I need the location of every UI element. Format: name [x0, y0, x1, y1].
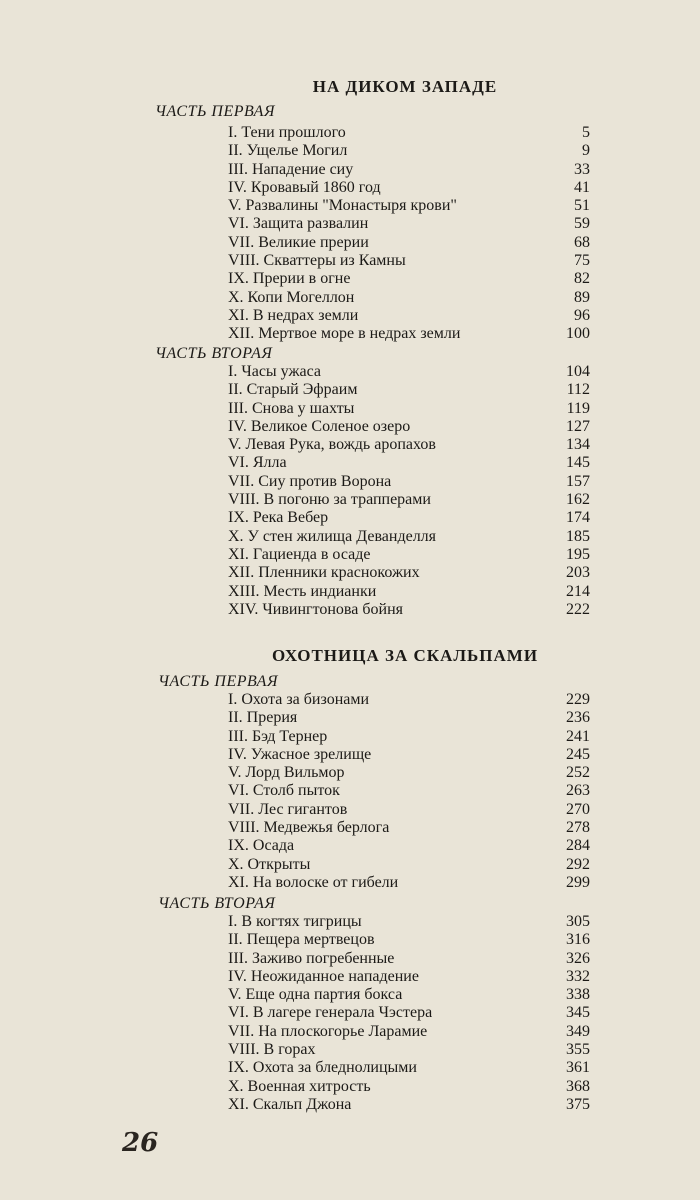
toc-entry — [228, 728, 590, 746]
page-number: 26 — [122, 1128, 159, 1158]
chapter-page-number: 349 — [566, 1022, 590, 1040]
chapter-page-number: 9 — [582, 142, 590, 160]
chapter-title: VI. В лагере генерала Чэстера — [228, 1004, 433, 1022]
part-label: ЧАСТЬ ВТОРАЯ — [155, 345, 273, 362]
toc-entry — [228, 124, 590, 142]
chapter-title: V. Развалины "Монастыря крови" — [228, 197, 457, 215]
chapter-page-number: 263 — [566, 782, 590, 800]
chapter-page-number: 174 — [566, 509, 590, 527]
chapter-page-number: 112 — [566, 381, 590, 399]
chapter-page-number: 195 — [566, 545, 590, 563]
chapter-page-number: 104 — [566, 363, 590, 380]
toc-entry — [228, 142, 590, 160]
chapter-title: XII. Пленники краснокожих — [228, 564, 420, 582]
chapter-title: V. Еще одна партия бокса — [228, 986, 403, 1004]
chapter-title: VII. Лес гигантов — [228, 800, 348, 818]
toc-entry — [228, 931, 590, 949]
toc-entry — [228, 874, 590, 892]
toc-entry — [228, 1004, 590, 1022]
chapter-title: X. Открыты — [228, 855, 311, 873]
toc-entry — [228, 491, 590, 509]
chapter-page-number: 5 — [582, 124, 590, 141]
chapter-page-number: 203 — [566, 564, 590, 582]
chapter-title: VIII. Скваттеры из Камны — [228, 252, 406, 270]
chapter-page-number: 157 — [566, 472, 590, 490]
chapter-title: VII. Сиу против Ворона — [228, 472, 392, 490]
chapter-title: IV. Кровавый 1860 год — [228, 178, 381, 196]
chapter-title: IX. Охота за бледнолицыми — [228, 1059, 417, 1077]
chapter-title: X. У стен жилища Деванделля — [228, 527, 437, 545]
toc-entry — [228, 325, 590, 343]
chapter-title: III. Снова у шахты — [228, 399, 355, 417]
chapter-title: IV. Ужасное зрелище — [228, 745, 372, 763]
toc-entry — [228, 801, 590, 819]
chapter-page-number: 332 — [566, 967, 590, 985]
chapter-page-number: 229 — [566, 691, 590, 708]
toc-entry — [228, 564, 590, 582]
chapter-title: V. Левая Рука, вождь аропахов — [228, 436, 436, 454]
toc-entry — [228, 1041, 590, 1059]
chapter-page-number: 245 — [566, 745, 590, 763]
chapter-title: II. Прерия — [228, 709, 298, 727]
chapter-title: XI. Гациенда в осаде — [228, 545, 371, 563]
chapter-page-number: 361 — [566, 1059, 590, 1077]
chapter-page-number: 119 — [566, 399, 590, 417]
toc-entry — [228, 289, 590, 307]
toc-entry — [228, 381, 590, 399]
toc-entry — [228, 509, 590, 527]
chapter-page-number: 292 — [566, 855, 590, 873]
toc-entry — [228, 950, 590, 968]
book-title: НА ДИКОМ ЗАПАДЕ — [312, 77, 498, 96]
chapter-title: X. Копи Могеллон — [228, 288, 355, 306]
chapter-list — [228, 691, 590, 892]
toc-entry — [228, 583, 590, 601]
chapter-title: I. В когтях тигрицы — [228, 913, 362, 930]
chapter-title: II. Старый Эфраим — [228, 381, 358, 399]
chapter-page-number: 33 — [574, 160, 590, 178]
chapter-title: XI. Скальп Джона — [228, 1095, 352, 1113]
chapter-title: VI. Защита развалин — [228, 215, 369, 233]
toc-entry — [228, 709, 590, 727]
chapter-page-number: 241 — [566, 727, 590, 745]
toc-entry — [228, 400, 590, 418]
chapter-page-number: 299 — [566, 873, 590, 891]
chapter-title: I. Тени прошлого — [228, 124, 346, 141]
toc-entry — [228, 179, 590, 197]
chapter-title: XI. В недрах земли — [228, 306, 359, 324]
toc-entry — [228, 819, 590, 837]
chapter-title: III. Заживо погребенные — [228, 949, 395, 967]
chapter-title: IX. Река Вебер — [228, 509, 329, 527]
chapter-page-number: 82 — [574, 270, 590, 288]
toc-entry — [228, 546, 590, 564]
chapter-page-number: 214 — [566, 582, 590, 600]
chapter-page-number: 284 — [566, 837, 590, 855]
chapter-title: VII. На плоскогорье Ларамие — [228, 1022, 428, 1040]
chapter-page-number: 270 — [566, 800, 590, 818]
toc-entry — [228, 454, 590, 472]
chapter-page-number: 162 — [566, 491, 590, 509]
chapter-title: I. Часы ужаса — [228, 363, 322, 380]
chapter-title: IX. Осада — [228, 837, 295, 855]
toc-entry — [228, 473, 590, 491]
book-title: ОХОТНИЦА ЗА СКАЛЬПАМИ — [271, 646, 539, 665]
toc-entry — [228, 1096, 590, 1114]
chapter-title: II. Пещера мертвецов — [228, 931, 375, 949]
chapter-title: X. Военная хитрость — [228, 1077, 371, 1095]
chapter-page-number: 375 — [566, 1095, 590, 1113]
chapter-page-number: 326 — [566, 949, 590, 967]
chapter-page-number: 185 — [566, 527, 590, 545]
chapter-page-number: 75 — [574, 252, 590, 270]
toc-entry — [228, 418, 590, 436]
toc-entry — [228, 197, 590, 215]
chapter-title: V. Лорд Вильмор — [228, 764, 345, 782]
chapter-page-number: 236 — [566, 709, 590, 727]
chapter-page-number: 345 — [566, 1004, 590, 1022]
toc-entry — [228, 837, 590, 855]
toc-entry — [228, 1078, 590, 1096]
chapter-page-number: 316 — [566, 931, 590, 949]
part-label: ЧАСТЬ ПЕРВАЯ — [158, 673, 278, 690]
chapter-title: IV. Неожиданное нападение — [228, 967, 419, 985]
chapter-title: IX. Прерии в огне — [228, 270, 351, 288]
toc-entry — [228, 363, 590, 381]
chapter-title: VI. Ялла — [228, 454, 287, 472]
toc-entry — [228, 691, 590, 709]
chapter-page-number: 305 — [566, 913, 590, 930]
chapter-title: VIII. Медвежья берлога — [228, 819, 390, 837]
toc-entry — [228, 746, 590, 764]
toc-entry — [228, 1059, 590, 1077]
toc-entry — [228, 764, 590, 782]
toc-entry — [228, 1023, 590, 1041]
part-label: ЧАСТЬ ВТОРАЯ — [158, 895, 276, 912]
chapter-page-number: 368 — [566, 1077, 590, 1095]
chapter-page-number: 338 — [566, 986, 590, 1004]
toc-entry — [228, 968, 590, 986]
part-label: ЧАСТЬ ПЕРВАЯ — [155, 103, 275, 120]
chapter-list — [228, 913, 590, 1114]
toc-entry — [228, 252, 590, 270]
chapter-page-number: 127 — [566, 417, 590, 435]
chapter-page-number: 145 — [566, 454, 590, 472]
chapter-page-number: 51 — [574, 197, 590, 215]
toc-entry — [228, 215, 590, 233]
chapter-page-number: 100 — [566, 325, 590, 343]
chapter-page-number: 278 — [566, 819, 590, 837]
toc-entry — [228, 270, 590, 288]
chapter-title: VII. Великие прерии — [228, 233, 369, 251]
chapter-title: VIII. В горах — [228, 1041, 316, 1059]
chapter-title: VIII. В погоню за трапперами — [228, 491, 431, 509]
chapter-title: XIV. Чивингтонова бойня — [228, 600, 403, 618]
toc-entry — [228, 913, 590, 931]
chapter-page-number: 68 — [574, 233, 590, 251]
chapter-list — [228, 124, 590, 344]
chapter-page-number: 96 — [574, 306, 590, 324]
chapter-title: II. Ущелье Могил — [228, 142, 348, 160]
chapter-title: VI. Столб пыток — [228, 782, 340, 800]
toc-entry — [228, 856, 590, 874]
toc-entry — [228, 601, 590, 619]
chapter-page-number: 222 — [566, 600, 590, 618]
toc-entry — [228, 436, 590, 454]
chapter-page-number: 41 — [574, 178, 590, 196]
chapter-title: IV. Великое Соленое озеро — [228, 417, 411, 435]
chapter-page-number: 59 — [574, 215, 590, 233]
chapter-title: III. Нападение сиу — [228, 160, 354, 178]
chapter-page-number: 355 — [566, 1041, 590, 1059]
chapter-title: XIII. Месть индианки — [228, 582, 377, 600]
chapter-list — [228, 363, 590, 619]
toc-entry — [228, 528, 590, 546]
toc-entry — [228, 307, 590, 325]
chapter-page-number: 89 — [574, 288, 590, 306]
toc-entry — [228, 782, 590, 800]
chapter-page-number: 252 — [566, 764, 590, 782]
toc-entry — [228, 986, 590, 1004]
chapter-title: XI. На волоске от гибели — [228, 873, 399, 891]
toc-entry — [228, 234, 590, 252]
chapter-page-number: 134 — [566, 436, 590, 454]
chapter-title: III. Бэд Тернер — [228, 727, 328, 745]
chapter-title: XII. Мертвое море в недрах земли — [228, 325, 461, 343]
toc-entry — [228, 161, 590, 179]
chapter-title: I. Охота за бизонами — [228, 691, 370, 708]
